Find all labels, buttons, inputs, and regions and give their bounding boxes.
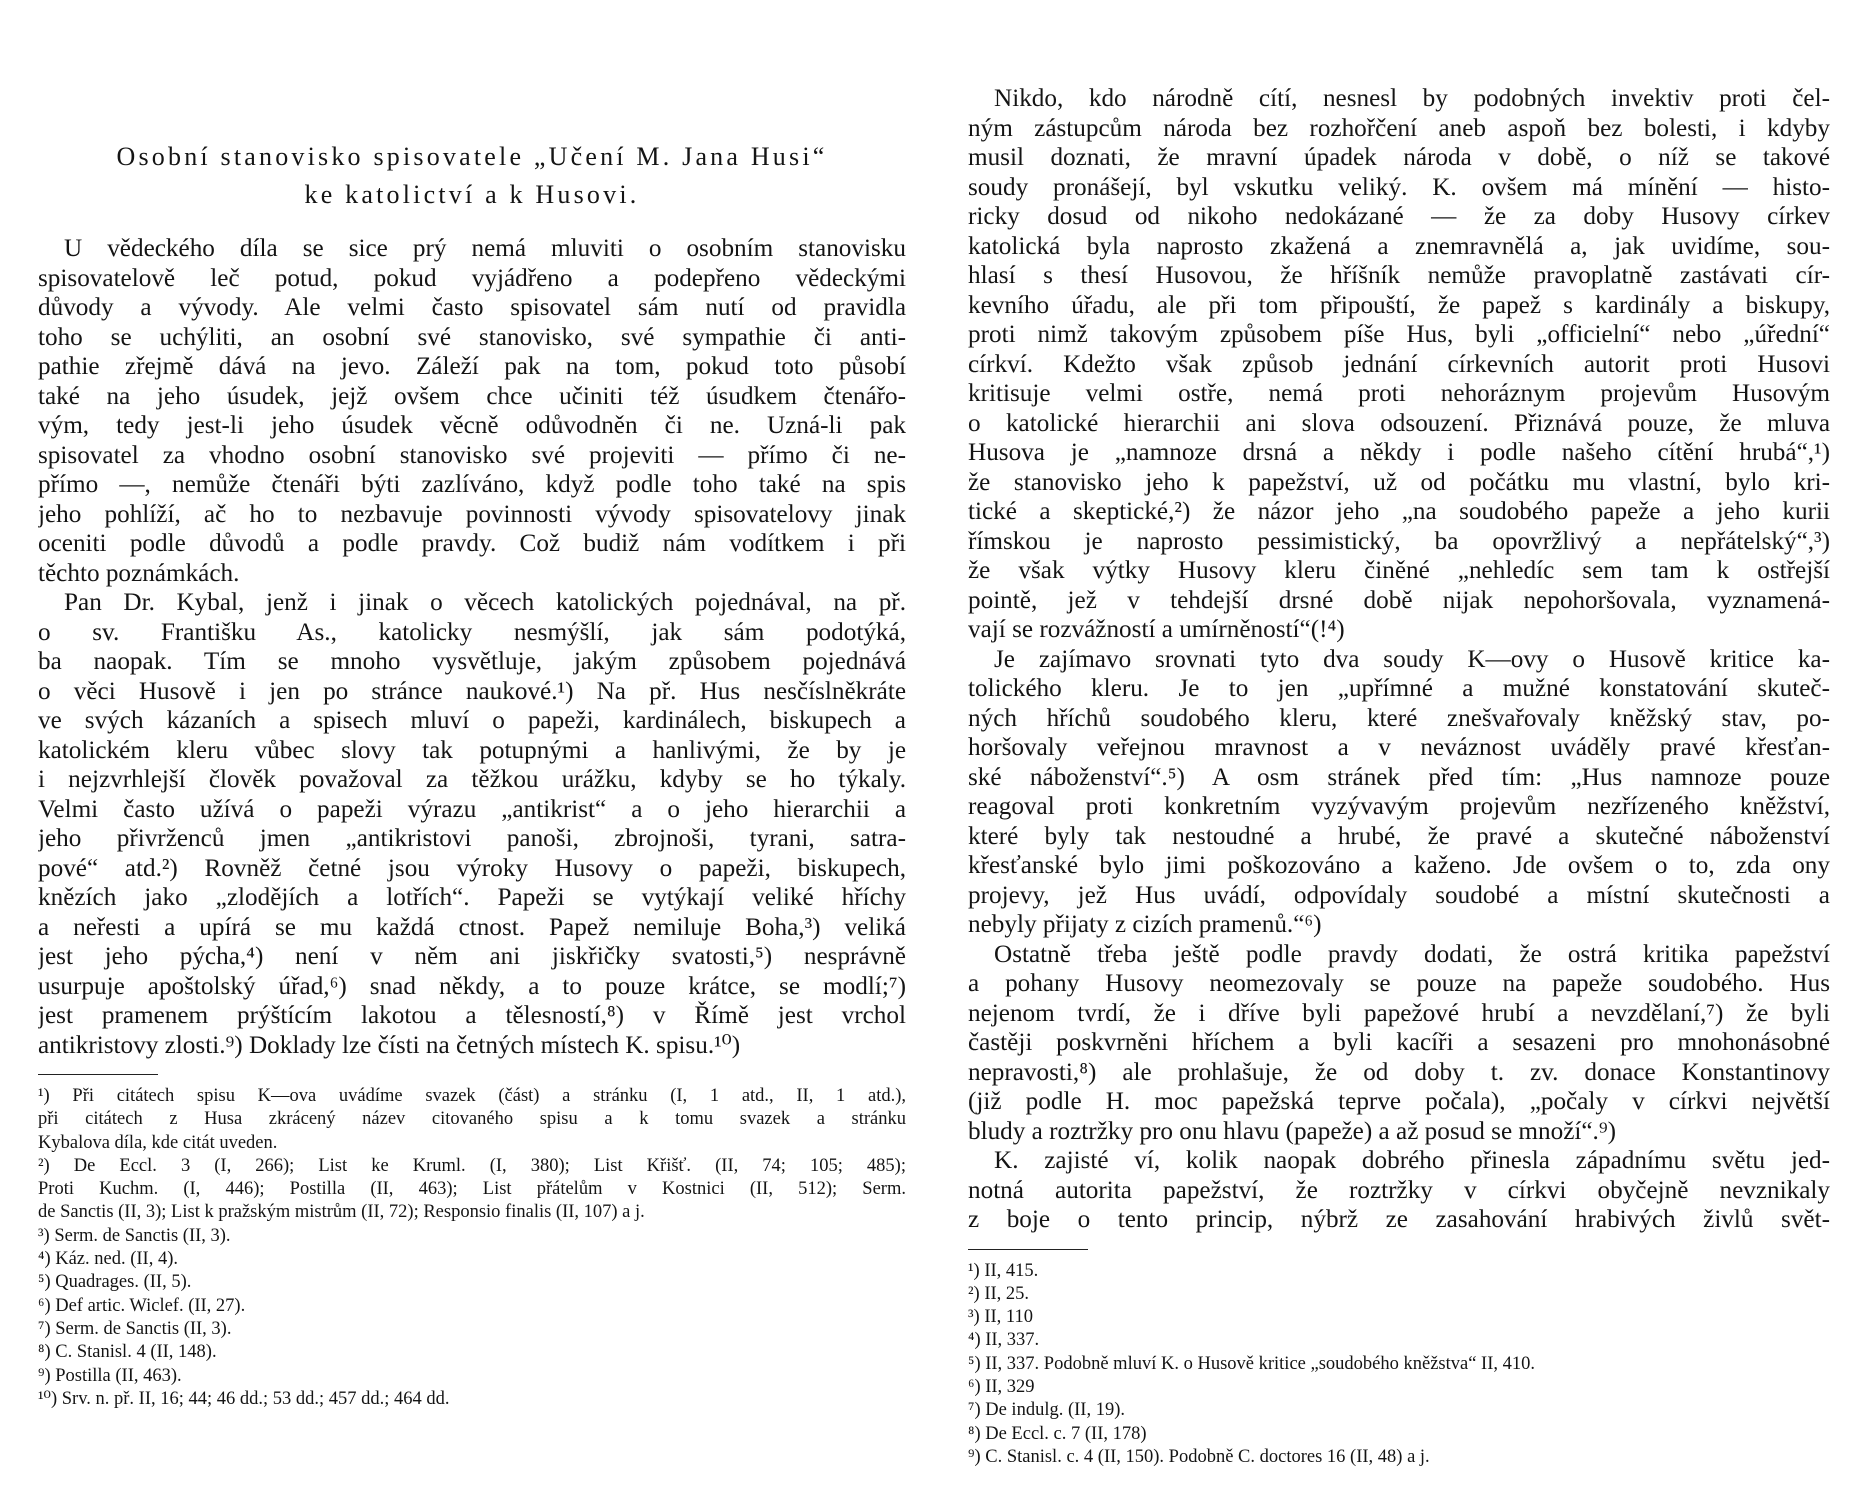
text-line: spisovatel za vhodno osobní stanovisko své projeviti — přímo či ne- (38, 441, 906, 469)
footnote-line: ³) II, 110 (968, 1307, 1033, 1328)
text-line: horšovaly veřejnou mravnost a v neváznost uváděly pravé křesťan- (968, 734, 1830, 761)
text-line: projevy, jež Hus uvádí, odpovídaly soudobé a místní skutečnosti a (968, 881, 1830, 909)
text-line: vají se rozvážností a umírněností“(!⁴) (968, 616, 1345, 643)
text-line: o sv. Františku As., katolicky nesmýšlí, jak sám podotýká, (38, 618, 906, 646)
text-line: z boje o tento princip, nýbrž ze zasahování hrabivých živlů svět- (968, 1206, 1830, 1233)
text-line: notná autorita papežství, že roztržky v církvi obyčejně nevznikaly (968, 1176, 1830, 1204)
text-line: jeho pohlíží, ač ho to nezbavuje povinnosti vývody spisovatelovy jinak (38, 500, 906, 528)
right-body-text (968, 84, 1830, 1235)
footnote-line: ⁴) Káz. ned. (II, 4). (38, 1249, 178, 1270)
text-line: jest pramenem prýštícím lakotou a tělesností,⁸) v Římě jest vrchol (38, 1002, 906, 1029)
text-line: Velmi často užívá o papeži výrazu „antikrist“ a o jeho hierarchii a (38, 795, 906, 823)
text-line: Je zajímavo srovnati tyto dva soudy K—ovy o Husově kritice ka- (994, 645, 1830, 673)
footnote-line: ³) Serm. de Sanctis (II, 3). (38, 1225, 231, 1246)
text-line: spisovatelově leč potud, pokud vyjádřeno a podepřeno vědeckými (38, 264, 906, 292)
footnote-line: při citátech z Husa zkrácený název citovaného spisu a k tomu svazek a stránku (38, 1109, 906, 1130)
text-line: přímo —, nemůže čtenáři býti zazlíváno, když podle toho také na spis (38, 471, 906, 498)
footnote-line: ⁸) C. Stanisl. 4 (II, 148). (38, 1342, 217, 1363)
text-line: pathie zřejmě dává na jevo. Záleží pak na tom, pokud toto působí (38, 353, 906, 380)
text-line: nejenom tvrdí, že i dříve byli papežové hrubí a nevzdělaní,⁷) že byli (968, 999, 1830, 1027)
left-body-text (38, 234, 906, 1060)
right-footnotes (968, 1260, 1830, 1470)
footnote-line: ²) II, 25. (968, 1283, 1030, 1304)
footnote-rule (968, 1249, 1088, 1250)
text-line: tické a skeptické,²) že názor jeho „na soudobého papeže a jeho kurii (968, 498, 1830, 525)
text-line: toho se uchýliti, an osobní své stanovisko, své sympathie či anti- (38, 323, 906, 351)
text-line: ricky dosud od nikoho nedokázané — že za doby Husovy církev (968, 203, 1830, 230)
text-line: těchto poznámkách. (38, 559, 240, 587)
footnote-line: ⁵) II, 337. Podobně mluví K. o Husově kritice „soudobého kněžstva“ II, 410. (968, 1353, 1535, 1374)
text-line: pové“ atd.²) Rovněž četné jsou výroky Husovy o papeži, biskupech, (38, 854, 906, 882)
footnote-line: ⁷) De indulg. (II, 19). (968, 1400, 1125, 1421)
text-line: o věci Husově i jen po stránce naukové.¹) Na př. Hus nesčíslněkráte (38, 677, 906, 705)
footnote-line: ⁹) Postilla (II, 463). (38, 1365, 182, 1386)
text-line: reagoval proti konkretním vyzývavým projevům nezřízeného kněžství, (968, 793, 1830, 820)
text-line: a neřesti a upírá se mu každá ctnost. Papež nemiluje Boha,³) veliká (38, 913, 906, 941)
text-line: častěji poskvrněni hříchem a byli kacíři a sesazeni pro mnohonásobné (968, 1029, 1830, 1056)
text-line: římskou je naprosto pessimistický, ba opovržlivý a nepřátelský“,³) (968, 527, 1830, 555)
footnote-line: ⁴) II, 337. (968, 1330, 1040, 1351)
text-line: církví. Kdežto však způsob jednání církevních autorit proti Husovi (968, 350, 1830, 378)
text-line: že stanovisko jeho k papežství, už od počátku mu vlastní, bylo kri- (968, 468, 1830, 496)
text-line: K. zajisté ví, kolik naopak dobrého přinesla západnímu světu jed- (994, 1147, 1830, 1174)
footnote-line: ⁶) Def artic. Wiclef. (II, 27). (38, 1295, 246, 1316)
heading-line: Osobní stanovisko spisovatele „Učení M. Jana Husi“ (116, 142, 828, 171)
footnote-line: Proti Kuchm. (I, 446); Postilla (II, 463); List přátelům v Kostnici (II, 512); Serm. (38, 1179, 906, 1200)
footnote-rule (38, 1074, 158, 1075)
chapter-heading (38, 138, 906, 214)
text-line: knězích jako „zlodějích a lotřích“. Papeži se vytýkají veliké hříchy (38, 884, 906, 911)
footnote-line: Kybalova díla, kde citát uveden. (38, 1132, 278, 1153)
footnote-line: ¹⁰) Srv. n. př. II, 16; 44; 46 dd.; 53 dd.; 457 dd.; 464 dd. (38, 1388, 450, 1409)
text-line: také na jeho úsudek, jejž ovšem chce učiniti též úsudkem čtenářo- (38, 382, 906, 410)
text-line: kevního úřadu, ale při tom připouští, že papež s kardinály a biskupy, (968, 291, 1830, 319)
text-line: ské náboženství“.⁵) A osm stránek před tím: „Hus namnoze pouze (968, 763, 1830, 791)
footnote-line: ²) De Eccl. 3 (I, 266); List ke Kruml. (I, 380); List Křišť. (II, 74; 105; 485); (38, 1155, 906, 1176)
text-line: které byly tak nestoudné a hrubé, že pravé a skutečné náboženství (968, 822, 1830, 850)
text-line: nepravosti,⁸) ale prohlašuje, že od doby t. zv. donace Konstantinovy (968, 1058, 1830, 1086)
text-line: i nejzvrhlejší člověk považoval za těžkou urážku, kdyby se ho týkaly. (38, 766, 906, 793)
right-page (968, 0, 1830, 1500)
footnote-line: ⁸) De Eccl. c. 7 (II, 178) (968, 1423, 1147, 1444)
text-line: a pohany Husovy neomezovaly se pouze na papeže soudobého. Hus (968, 970, 1830, 997)
text-line: ným zástupcům národa bez rozhořčení aneb aspoň bez bolesti, i kdyby (968, 114, 1830, 142)
text-line: pointě, jež v tehdejší drsné době nijak nepohoršovala, vyznamená- (968, 586, 1830, 614)
text-line: ve svých kázaních a spisech mluví o papeži, kardinálech, biskupech a (38, 707, 906, 734)
footnote-line: ⁹) C. Stanisl. c. 4 (II, 150). Podobně C. doctores 16 (II, 48) a j. (968, 1446, 1430, 1467)
text-line: bludy a roztržky pro onu hlavu (papeže) a až posud se množí“.⁹) (968, 1117, 1617, 1145)
text-line: jeho přivrženců jmen „antikristovi panoši, zbrojnoši, tyrani, satra- (38, 825, 906, 852)
text-line: oceniti podle důvodů a podle pravdy. Což budiž nám vodítkem i při (38, 530, 906, 557)
text-line: důvody a vývody. Ale velmi často spisovatel sám nutí od pravidla (38, 294, 906, 321)
text-line: Pan Dr. Kybal, jenž i jinak o věcech katolických pojednával, na př. (64, 589, 906, 616)
text-line: Nikdo, kdo národně cítí, nesnesl by podobných invektiv proti čel- (994, 85, 1830, 112)
text-line: vým, tedy jest-li jeho úsudek věcně odůvodněn či ne. Uzná-li pak (38, 412, 906, 439)
text-line: soudy pronášejí, byl vskutku veliký. K. ovšem má mínění — histo- (968, 173, 1830, 201)
text-line: hlasí s thesí Husovou, že hříšník nemůže pravoplatně zastávati cír- (968, 262, 1830, 289)
footnote-line: ¹) Při citátech spisu K—ova uvádíme svazek (část) a stránku (I, 1 atd., II, 1 atd.), (38, 1086, 906, 1106)
text-line: U vědeckého díla se sice prý nemá mluviti o osobním stanovisku (64, 235, 906, 262)
left-footnotes (38, 1085, 906, 1411)
footnote-line: ⁶) II, 329 (968, 1376, 1035, 1397)
text-line: kritisuje velmi ostře, nemá proti nehoráznym projevům Husovým (968, 380, 1830, 407)
text-line: křesťanské bylo jimi poškozováno a kaženo. Jde ovšem o to, zda ony (968, 852, 1830, 879)
text-line: tolického kleru. Je to jen „upřímné a mužné konstatování skuteč- (968, 675, 1830, 702)
text-line: usurpuje apoštolský úřad,⁶) snad někdy, a to pouze krátce, se modlí;⁷) (38, 972, 906, 1000)
footnote-line: ¹) II, 415. (968, 1260, 1039, 1281)
text-line: katolickém kleru vůbec slovy tak potupnými a hanlivými, že by je (38, 736, 906, 764)
text-line: proti nimž takovým způsobem píše Hus, byli „officielní“ nebo „úřední“ (968, 321, 1830, 348)
heading-line: ke katolictví a k Husovi. (304, 180, 640, 209)
left-page (38, 0, 906, 1500)
text-line: antikristovy zlosti.⁹) Doklady lze čísti na četných místech K. spisu.¹⁰) (38, 1031, 741, 1059)
footnote-line: ⁵) Quadrages. (II, 5). (38, 1272, 192, 1293)
footnote-line: de Sanctis (II, 3); List k pražským mistrům (II, 72); Responsio finalis (II, 107) a j. (38, 1202, 645, 1223)
text-line: katolická byla naprosto zkažená a znemravnělá a, jak uvidíme, sou- (968, 232, 1830, 260)
text-line: nebyly přijaty z cizích pramenů.“⁶) (968, 911, 1322, 938)
text-line: o katolické hierarchii ani slova odsouzení. Přiznává pouze, že mluva (968, 409, 1830, 437)
text-line: že však výtky Husovy kleru činěné „nehledíc sem tam k ostřejší (968, 557, 1830, 584)
text-line: ba naopak. Tím se mnoho vysvětluje, jakým způsobem pojednává (38, 648, 906, 675)
text-line: ných hříchů soudobého kleru, které znešvařovaly kněžský stav, po- (968, 704, 1830, 732)
text-line: Husova je „namnoze drsná a někdy i podle našeho cítění hrubá“,¹) (968, 439, 1830, 466)
text-line: (již podle H. moc papežská teprve počala), „počaly v církvi největší (968, 1088, 1830, 1115)
text-line: jest jeho pýcha,⁴) není v něm ani jiskřičky svatosti,⁵) nesprávně (38, 943, 906, 970)
footnote-line: ⁷) Serm. de Sanctis (II, 3). (38, 1318, 232, 1339)
text-line: musil doznati, že mravní úpadek národa v době, o níž se takové (968, 144, 1830, 171)
text-line: Ostatně třeba ještě podle pravdy dodati, že ostrá kritika papežství (994, 940, 1830, 968)
